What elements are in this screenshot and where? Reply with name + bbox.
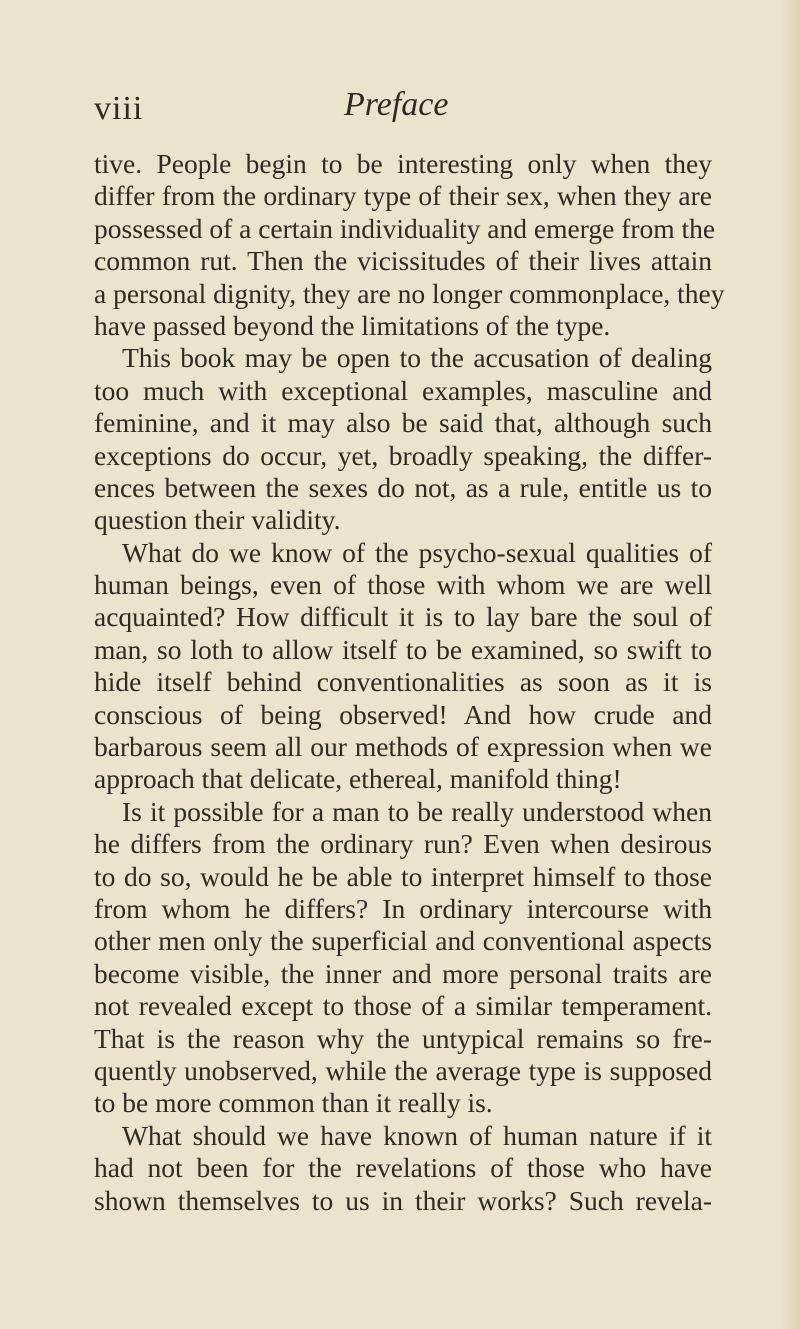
text-line: acquainted? How difficult it is to lay bare the soul of — [94, 601, 712, 633]
text-line: become visible, the inner and more personal traits are — [94, 957, 712, 989]
text-line: approach that delicate, ethereal, manifold thing! — [94, 763, 622, 795]
paragraph-start-line: What should we have known of human nature if it — [122, 1119, 712, 1151]
text-line: common rut. Then the vicissitudes of their lives attain — [94, 245, 712, 277]
text-line: other men only the superficial and conventional aspects — [94, 925, 712, 957]
text-line: had not been for the revelations of those who have — [94, 1152, 712, 1184]
paragraph-start-line: What do we know of the psycho-sexual qualities of — [122, 536, 712, 568]
text-line: he differs from the ordinary run? Even when desirous — [94, 828, 712, 860]
text-line: barbarous seem all our methods of expression when we — [94, 731, 712, 763]
page-header — [94, 84, 734, 134]
text-line: man, so loth to allow itself to be examined, so swift to — [94, 633, 712, 665]
text-line: shown themselves to us in their works? Such revela- — [94, 1184, 712, 1216]
body-text — [94, 148, 725, 1217]
text-line: quently unobserved, while the average type is supposed — [94, 1054, 712, 1086]
text-line: exceptions do occur, yet, broadly speaking, the differ- — [94, 439, 712, 471]
text-line: too much with exceptional examples, masculine and — [94, 374, 712, 406]
text-line: from whom he differs? In ordinary intercourse with — [94, 892, 712, 924]
text-line: to be more common than it really is. — [94, 1087, 493, 1119]
paragraph-start-line: Is it possible for a man to be really understood when — [122, 795, 712, 827]
page-number: viii — [94, 90, 144, 127]
text-line: to do so, would he be able to interpret himself to those — [94, 860, 712, 892]
text-line: differ from the ordinary type of their sex, when they are — [94, 180, 712, 212]
text-line: question their validity. — [94, 504, 341, 536]
text-line: That is the reason why the untypical remains so fre- — [94, 1022, 712, 1054]
page-edge-shadow — [780, 0, 800, 1329]
text-line: hide itself behind conventionalities as soon as it is — [94, 666, 712, 698]
text-line: conscious of being observed! And how crude and — [94, 698, 712, 730]
text-line: possessed of a certain individuality and emerge from the — [94, 212, 716, 244]
text-line: a personal dignity, they are no longer commonplace, they — [94, 277, 725, 309]
text-line: ences between the sexes do not, as a rule, entitle us to — [94, 471, 712, 503]
text-line: not revealed except to those of a similar temperament. — [94, 990, 712, 1022]
text-line: have passed beyond the limitations of the type. — [94, 309, 611, 341]
text-line: human beings, even of those with whom we are well — [94, 569, 712, 601]
running-head: Preface — [344, 86, 449, 123]
text-line: feminine, and it may also be said that, although such — [94, 407, 712, 439]
text-line: tive. People begin to be interesting only when they — [94, 148, 712, 179]
paragraph-start-line: This book may be open to the accusation of dealing — [122, 342, 712, 374]
